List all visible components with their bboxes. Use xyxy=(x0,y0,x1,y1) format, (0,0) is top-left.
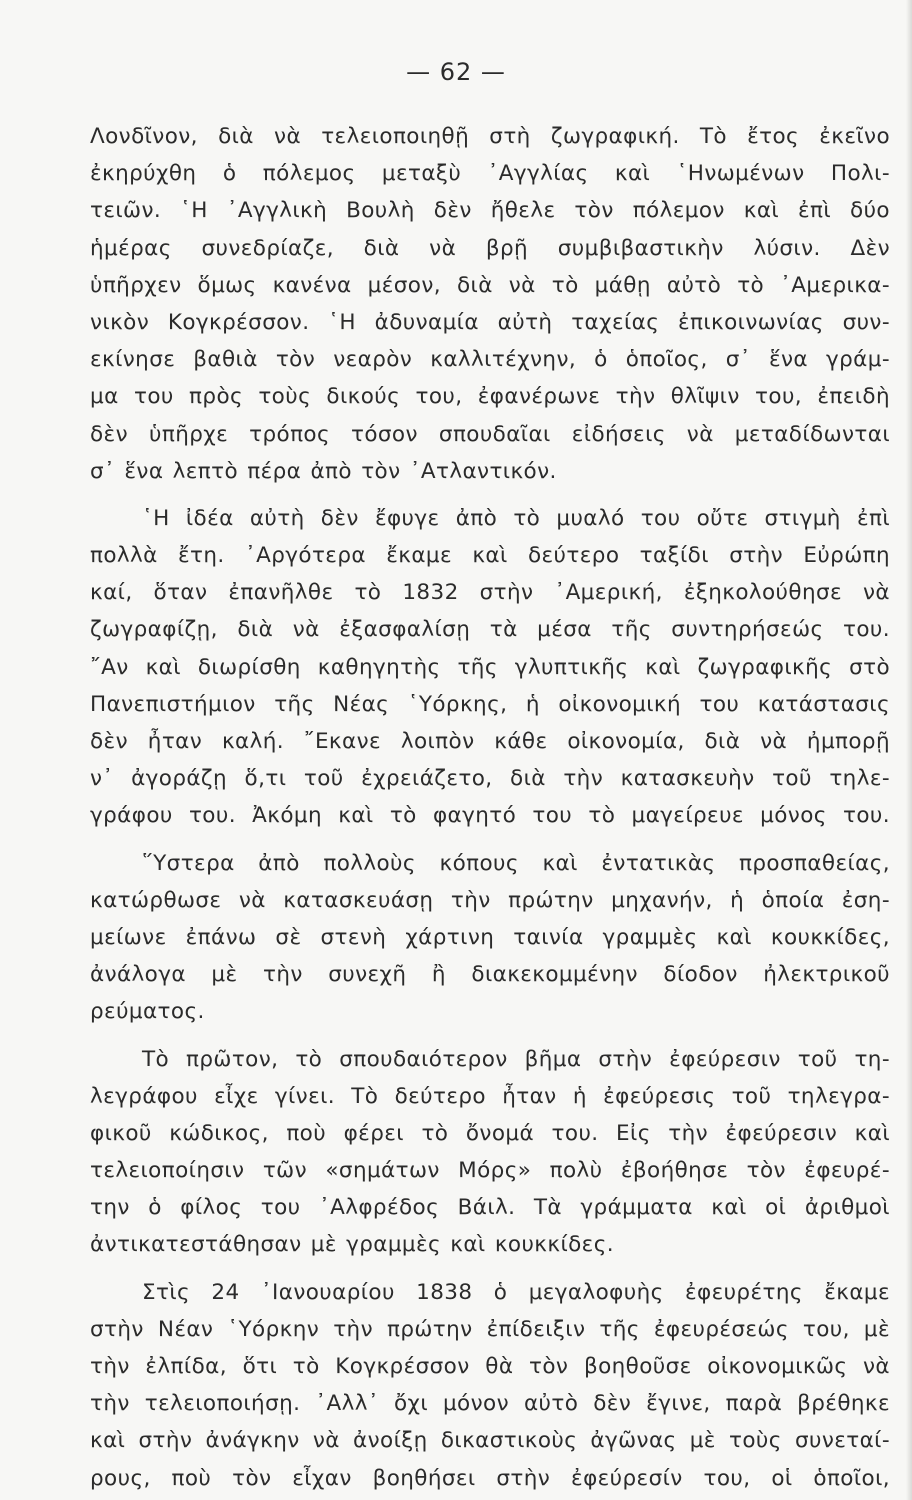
text-line: δὲν ὑπῆρχε τρόπος τόσον σπουδαῖαι εἰδήσεις νὰ μεταδίδωνται xyxy=(90,421,890,447)
paragraph-4 xyxy=(90,1041,890,1264)
page-number: — 62 — xyxy=(406,58,506,86)
text-line: μείωνε ἐπάνω σὲ στενὴ χάρτινη ταινία γραμμὲς καὶ κουκκίδες, xyxy=(90,924,890,950)
body-text xyxy=(90,118,890,1497)
text-line: κατώρθωσε νὰ κατασκευάσῃ τὴν πρώτην μηχανήν, ἡ ὁποία ἐση- xyxy=(90,887,890,913)
text-line: ῞Υστερα ἀπὸ πολλοὺς κόπους καὶ ἐντατικὰς προσπαθείας, xyxy=(142,850,890,876)
text-line: Τὸ πρῶτον, τὸ σπουδαιότερον βῆμα στὴν ἐφεύρεσιν τοῦ τη- xyxy=(142,1046,890,1072)
text-line: τὴν τελειοποιήσῃ. ᾿Αλλ᾿ ὄχι μόνον αὐτὸ δὲν ἔγινε, παρὰ βρέθηκε xyxy=(90,1391,890,1417)
text-line: ἡμέρας συνεδρίαζε, διὰ νὰ βρῇ συμβιβαστικὴν λύσιν. Δὲν xyxy=(90,235,890,261)
text-line: φικοῦ κώδικος, ποὺ φέρει τὸ ὄνομά του. Εἰς τὴν ἐφεύρεσιν καὶ xyxy=(90,1120,890,1146)
text-line: την ὁ φίλος του ᾿Αλφρέδος Βάιλ. Τὰ γράμματα καὶ οἱ ἀριθμοὶ xyxy=(90,1195,890,1221)
text-line: εκίνησε βαθιὰ τὸν νεαρὸν καλλιτέχνην, ὁ ὁποῖος, σ᾿ ἕνα γράμ- xyxy=(90,347,890,373)
page-edge-shadow xyxy=(906,0,912,1500)
text-line: στὴν Νέαν ῾Υόρκην τὴν πρώτην ἐπίδειξιν τῆς ἐφευρέσεώς του, μὲ xyxy=(90,1316,890,1342)
text-line: Πανεπιστήμιον τῆς Νέας ῾Υόρκης, ἡ οἰκονομική του κατάστασις xyxy=(90,691,890,717)
text-line: τελειοποίησιν τῶν «σημάτων Μόρς» πολὺ ἐβοήθησε τὸν ἐφευρέ- xyxy=(90,1158,890,1184)
text-line: ἐκηρύχθη ὁ πόλεμος μεταξὺ ᾿Αγγλίας καὶ ῾Ηνωμένων Πολι- xyxy=(90,161,890,187)
text-line: ρεύματος. xyxy=(90,999,205,1025)
text-line: Λονδῖνον, διὰ νὰ τελειοποιηθῇ στὴ ζωγραφική. Τὸ ἔτος ἐκεῖνο xyxy=(90,124,890,149)
paragraph-3 xyxy=(90,845,890,1031)
text-line: ν᾿ ἀγοράζῃ ὅ,τι τοῦ ἐχρειάζετο, διὰ τὴν κατασκευὴν τοῦ τηλε- xyxy=(90,766,890,792)
text-line: τὴν ἐλπίδα, ὅτι τὸ Κογκρέσσον θὰ τὸν βοηθοῦσε οἰκονομικῶς νὰ xyxy=(90,1354,890,1379)
paragraph-2 xyxy=(90,500,890,835)
text-line: νικὸν Κογκρέσσον. ῾Η ἀδυναμία αὐτὴ ταχείας ἐπικοινωνίας συν- xyxy=(90,309,890,335)
text-line: Στὶς 24 ᾿Ιανουαρίου 1838 ὁ μεγαλοφυὴς ἐφευρέτης ἔκαμε xyxy=(142,1279,890,1305)
text-line: ζωγραφίζῃ, διὰ νὰ ἐξασφαλίσῃ τὰ μέσα τῆς συντηρήσεώς του. xyxy=(90,617,890,643)
text-line: λεγράφου εἶχε γίνει. Τὸ δεύτερο ἦταν ἡ ἐφεύρεσις τοῦ τηλεγρα- xyxy=(90,1083,890,1109)
text-line: πολλὰ ἔτη. ᾿Αργότερα ἔκαμε καὶ δεύτερο ταξίδι στὴν Εὐρώπη xyxy=(90,543,890,569)
text-line: ῎Αν καὶ διωρίσθη καθηγητὴς τῆς γλυπτικῆς καὶ ζωγραφικῆς στὸ xyxy=(90,654,890,680)
paragraph-5 xyxy=(90,1274,890,1497)
paragraph-1 xyxy=(90,118,890,490)
text-line: σ᾿ ἕνα λεπτὸ πέρα ἀπὸ τὸν ᾿Ατλαντικόν. xyxy=(90,458,557,484)
text-line: καὶ στὴν ἀνάγκην νὰ ἀνοίξῃ δικαστικοὺς ἀγῶνας μὲ τοὺς συνεταί- xyxy=(90,1428,890,1454)
text-line: μα του πρὸς τοὺς δικούς του, ἐφανέρωνε τὴν θλῖψιν του, ἐπειδὴ xyxy=(90,384,890,410)
text-line: ἀντικατεστάθησαν μὲ γραμμὲς καὶ κουκκίδες. xyxy=(90,1232,614,1258)
text-line: ρους, ποὺ τὸν εἶχαν βοηθήσει στὴν ἐφεύρεσίν του, οἱ ὁποῖοι, xyxy=(90,1465,890,1491)
text-line: ῾Η ἰδέα αὐτὴ δὲν ἔφυγε ἀπὸ τὸ μυαλό του οὔτε στιγμὴ ἐπὶ xyxy=(142,505,890,531)
text-line: ὑπῆρχεν ὅμως κανένα μέσον, διὰ νὰ τὸ μάθῃ αὐτὸ τὸ ᾿Αμερικα- xyxy=(90,272,890,298)
text-line: γράφου του. Ἀκόμη καὶ τὸ φαγητό του τὸ μαγείρευε μόνος του. xyxy=(90,803,890,829)
text-line: ἀνάλογα μὲ τὴν συνεχῆ ἢ διακεκομμένην δίοδον ἠλεκτρικοῦ xyxy=(90,962,890,988)
text-line: δὲν ἦταν καλή. ῎Εκανε λοιπὸν κάθε οἰκονομία, διὰ νὰ ἠμπορῇ xyxy=(90,729,890,754)
text-line: καί, ὅταν ἐπανῆλθε τὸ 1832 στὴν ᾿Αμερική, ἐξηκολούθησε νὰ xyxy=(90,580,890,606)
text-line: τειῶν. ῾Η ᾿Αγγλικὴ Βουλὴ δὲν ἤθελε τὸν πόλεμον καὶ ἐπὶ δύο xyxy=(90,198,890,224)
